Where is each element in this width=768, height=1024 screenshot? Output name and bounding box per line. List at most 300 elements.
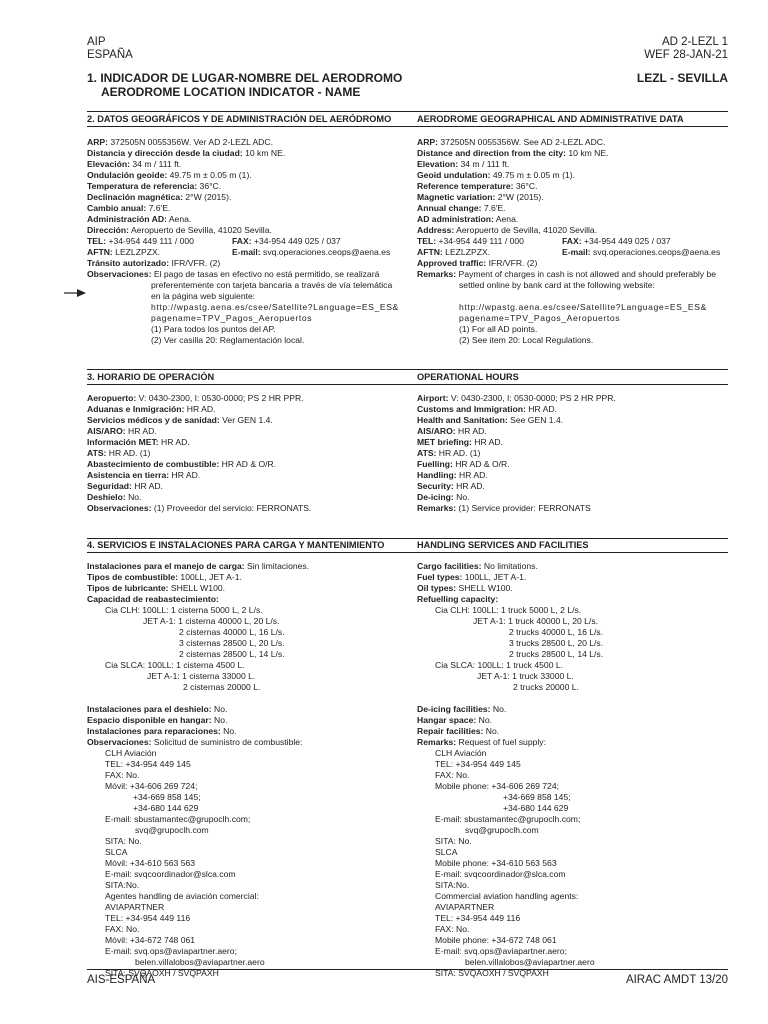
field-value: Aeropuerto de Sevilla, 41020 Sevilla. <box>454 225 598 235</box>
field-row <box>417 715 732 726</box>
title-en: AERODROME LOCATION INDICATOR - NAME <box>101 85 361 99</box>
field-row <box>417 470 732 481</box>
field-value: 49.75 m ± 0.05 m (1). <box>167 170 252 180</box>
field-value: Ver GEN 1.4. <box>219 415 273 425</box>
header-wef: WEF 28-JAN-21 <box>644 49 728 61</box>
field-label: Reference temperature: <box>417 181 514 191</box>
field-label: Abastecimiento de combustible: <box>87 459 220 469</box>
text-line: TEL: +34-954 449 145 <box>105 759 191 769</box>
field-row <box>87 258 412 269</box>
field-value: Request of fuel supply: <box>456 737 546 747</box>
field-label: AD administration: <box>417 214 494 224</box>
field-label: E-mail: <box>232 247 261 257</box>
field-value: 7.6'E. <box>146 203 171 213</box>
s2-heading-en: AERODROME GEOGRAPHICAL AND ADMINISTRATIVE DATA <box>417 114 684 124</box>
field-row <box>87 448 412 459</box>
text-line: svq@grupoclh.com <box>135 825 209 835</box>
field-label: De-icing: <box>417 492 454 502</box>
field-label: AFTN: <box>87 247 113 257</box>
field-label: AFTN: <box>417 247 443 257</box>
field-label: Address: <box>417 225 455 235</box>
remark-line: (2) See item 20: Local Regulations. <box>459 335 594 345</box>
field-value: 100LL, JET A-1. <box>178 572 242 582</box>
amendment-arrow-icon <box>64 289 86 300</box>
field-row <box>417 236 732 247</box>
text-line: Commercial aviation handling agents: <box>435 891 579 901</box>
field-row <box>87 192 412 203</box>
field-value: No. <box>211 704 228 714</box>
field-value: HR AD. <box>169 470 201 480</box>
field-label: Capacidad de reabastecimiento: <box>87 594 219 604</box>
text-line: FAX: No. <box>105 770 140 780</box>
remark-line: pagename=TPV_Pagos_Aeropuertos <box>151 313 313 323</box>
text-line: E-mail: svqcoordinador@slca.com <box>105 869 236 879</box>
field-label: E-mail: <box>562 247 591 257</box>
footer-left: AIS-ESPAÑA <box>87 974 156 986</box>
title-es: 1. INDICADOR DE LUGAR-NOMBRE DEL AERODROMO <box>87 71 403 85</box>
field-row <box>417 225 732 236</box>
field-row <box>417 258 732 269</box>
field-value: SHELL W100. <box>168 583 226 593</box>
divider <box>87 552 728 553</box>
field-label: Hangar space: <box>417 715 477 725</box>
field-value: Solicitud de suministro de combustible: <box>151 737 303 747</box>
field-label: Instalaciones para reparaciones: <box>87 726 221 736</box>
text-line: Cia CLH: 100LL: 1 truck 5000 L, 2 L/s. <box>435 605 582 615</box>
text-line: Móvil: +34-610 563 563 <box>105 858 196 868</box>
field-label: Elevación: <box>87 159 130 169</box>
field-row <box>417 503 732 514</box>
field-label: Instalaciones para el deshielo: <box>87 704 212 714</box>
text-line: CLH Aviación <box>105 748 157 758</box>
text-line: Cia SLCA: 100LL: 1 truck 4500 L. <box>435 660 564 670</box>
text-line: SITA: SVQAOXH / SVQPAXH <box>435 968 549 978</box>
title-location: LEZL - SEVILLA <box>636 71 728 85</box>
field-value: +34-954 449 111 / 000 <box>106 236 194 246</box>
field-row <box>417 572 732 583</box>
field-row <box>417 393 732 404</box>
text-line: FAX: No. <box>435 770 470 780</box>
field-label: Observaciones: <box>87 737 152 747</box>
field-value: HR AD & O/R. <box>452 459 510 469</box>
field-row <box>87 503 412 514</box>
field-label: Observaciones: <box>87 269 152 279</box>
field-value: 372505N 0055356W. See AD 2-LEZL ADC. <box>438 137 606 147</box>
field-label: Espacio disponible en hangar: <box>87 715 212 725</box>
field-row <box>417 415 732 426</box>
field-value: HR AD. <box>453 481 485 491</box>
field-value: HR AD. (1) <box>106 448 151 458</box>
remark-line: settled online by bank card at the following website: <box>459 280 655 290</box>
field-row <box>87 572 412 583</box>
field-row <box>417 159 732 170</box>
field-value: V: 0430-2300, I: 0530-0000; PS 2 HR PPR. <box>136 393 304 403</box>
text-line: E-mail: svqcoordinador@slca.com <box>435 869 566 879</box>
text-line: +34-680 144 629 <box>503 803 569 813</box>
remark-line: preferentemente con tarjeta bancaria a través de vía telemática <box>151 280 393 290</box>
field-label: Instalaciones para el manejo de carga: <box>87 561 245 571</box>
field-label: Administración AD: <box>87 214 167 224</box>
text-line: E-mail: svq.ops@aviapartner.aero; <box>105 946 237 956</box>
field-label: Geoid undulation: <box>417 170 491 180</box>
field-label: Ondulación geoide: <box>87 170 168 180</box>
field-row <box>417 137 732 148</box>
field-label: Dirección: <box>87 225 130 235</box>
field-row <box>417 594 732 605</box>
field-value: +34-954 449 111 / 000 <box>436 236 524 246</box>
field-row <box>417 203 732 214</box>
field-value: 372505N 0055356W. Ver AD 2-LEZL ADC. <box>108 137 273 147</box>
field-value: 34 m / 111 ft. <box>458 159 510 169</box>
field-value: 36°C. <box>513 181 538 191</box>
text-line: Cia SLCA: 100LL: 1 cisterna 4500 L. <box>105 660 245 670</box>
text-line: Móvil: +34-606 269 724; <box>105 781 198 791</box>
field-label: ARP: <box>417 137 439 147</box>
field-value: (1) Service provider: FERRONATS <box>456 503 591 513</box>
field-row <box>87 203 412 214</box>
remark-line: en la página web siguiente: <box>151 291 256 301</box>
field-value: LEZLZPZX. <box>442 247 491 257</box>
field-row <box>87 492 412 503</box>
field-value: svq.operaciones.ceops@aena.es <box>590 247 721 257</box>
text-line: JET A-1: 1 cisterna 40000 L, 20 L/s. <box>143 616 280 626</box>
text-line: 2 trucks 40000 L, 16 L/s. <box>509 627 604 637</box>
field-label: Aduanas e Inmigración: <box>87 404 185 414</box>
divider <box>87 369 728 370</box>
field-row <box>87 137 412 148</box>
field-row <box>87 594 412 605</box>
field-label: Remarks: <box>417 269 457 279</box>
field-value: IFR/VFR. (2) <box>169 258 221 268</box>
header-country: ESPAÑA <box>87 49 133 61</box>
field-label: Elevation: <box>417 159 459 169</box>
field-row <box>417 737 732 748</box>
field-label: Temperatura de referencia: <box>87 181 198 191</box>
field-label: Refuelling capacity: <box>417 594 499 604</box>
field-value: No. <box>483 726 500 736</box>
s3-heading-en: OPERATIONAL HOURS <box>417 372 519 382</box>
field-value: 7.6'E. <box>481 203 506 213</box>
text-line: AVIAPARTNER <box>105 902 165 912</box>
text-line: SITA:No. <box>105 880 140 890</box>
field-label: FAX: <box>232 236 252 246</box>
remark-line: (1) For all AD points. <box>459 324 538 334</box>
text-line: 2 trucks 28500 L, 14 L/s. <box>509 649 604 659</box>
remark-line: (2) Ver casilla 20: Reglamentación local. <box>151 335 305 345</box>
field-label: Distancia y dirección desde la ciudad: <box>87 148 243 158</box>
field-row <box>417 269 732 280</box>
field-row <box>87 236 412 247</box>
field-row <box>87 225 412 236</box>
field-row <box>87 269 412 280</box>
field-row <box>87 181 412 192</box>
field-row <box>87 404 412 415</box>
field-label: Servicios médicos y de sanidad: <box>87 415 220 425</box>
field-label: Tipos de lubricante: <box>87 583 169 593</box>
field-value: 2°W (2015). <box>183 192 232 202</box>
field-label: Remarks: <box>417 503 457 513</box>
field-row <box>417 726 732 737</box>
text-line: FAX: No. <box>105 924 140 934</box>
field-row <box>417 437 732 448</box>
field-label: Cambio anual: <box>87 203 147 213</box>
field-label: Handling: <box>417 470 457 480</box>
text-line: TEL: +34-954 449 116 <box>435 913 521 923</box>
spacer <box>87 693 412 704</box>
field-value: Sin limitaciones. <box>244 561 310 571</box>
field-row <box>417 426 732 437</box>
s4-column-es <box>87 561 412 979</box>
field-value: HR AD. <box>131 481 163 491</box>
field-row <box>417 459 732 470</box>
field-label: Oil types: <box>417 583 457 593</box>
field-row <box>417 448 732 459</box>
divider <box>87 111 728 112</box>
text-line: Agentes handling de aviación comercial: <box>105 891 259 901</box>
spacer <box>87 126 412 137</box>
s2-column-en <box>417 126 732 346</box>
field-label: Fuelling: <box>417 459 453 469</box>
field-value: 34 m / 111 ft. <box>130 159 182 169</box>
field-label: Annual change: <box>417 203 482 213</box>
field-row <box>87 481 412 492</box>
text-line: SITA: SVQAOXH / SVQPAXH <box>105 968 219 978</box>
divider <box>87 384 728 385</box>
text-line: +34-669 858 145; <box>503 792 571 802</box>
footer-right: AIRAC AMDT 13/20 <box>625 974 728 986</box>
field-value: 2°W (2015). <box>495 192 544 202</box>
field-value: 100LL, JET A-1. <box>462 572 527 582</box>
text-line: Mobile phone: +34-606 269 724; <box>435 781 559 791</box>
field-row <box>87 470 412 481</box>
field-row <box>87 247 412 258</box>
field-row <box>87 148 412 159</box>
text-line: E-mail: sbustamantec@grupoclh.com; <box>105 814 251 824</box>
field-row <box>87 437 412 448</box>
field-value: HR AD. <box>456 470 488 480</box>
header-right <box>644 36 728 62</box>
s3-heading-es: 3. HORARIO DE OPERACIÓN <box>87 372 215 382</box>
field-row <box>417 704 732 715</box>
text-line: TEL: +34-954 449 145 <box>435 759 521 769</box>
field-value: 10 km NE. <box>566 148 609 158</box>
field-value: HR AD. <box>184 404 216 414</box>
text-line: SITA: No. <box>435 836 472 846</box>
field-row <box>417 192 732 203</box>
field-label: ATS: <box>87 448 107 458</box>
field-value: No. <box>476 715 492 725</box>
text-line: 2 trucks 20000 L. <box>513 682 579 692</box>
field-value: SHELL W100. <box>456 583 513 593</box>
text-line: JET A-1: 1 cisterna 33000 L. <box>147 671 256 681</box>
field-row <box>87 715 412 726</box>
field-label: MET briefing: <box>417 437 472 447</box>
field-value: See GEN 1.4. <box>507 415 564 425</box>
field-label: Asistencia en tierra: <box>87 470 170 480</box>
field-row <box>417 561 732 572</box>
field-value: 36°C. <box>197 181 222 191</box>
field-label: Customs and Immigration: <box>417 404 526 414</box>
field-value: IFR/VFR. (2) <box>486 258 538 268</box>
field-value: 10 km NE. <box>242 148 286 158</box>
header-left <box>87 36 133 62</box>
field-value: Aena. <box>166 214 192 224</box>
text-line: TEL: +34-954 449 116 <box>105 913 191 923</box>
field-row <box>417 404 732 415</box>
s4-column-en <box>417 561 732 979</box>
field-value: No limitations. <box>481 561 538 571</box>
field-label: TEL: <box>87 236 107 246</box>
text-line: SLCA <box>105 847 128 857</box>
text-line: 2 cisternas 40000 L, 16 L/s. <box>179 627 285 637</box>
field-label: ATS: <box>417 448 437 458</box>
field-label: Aeropuerto: <box>87 393 137 403</box>
text-line: E-mail: svq.ops@aviapartner.aero; <box>435 946 567 956</box>
field-label: AIS/ARO: <box>417 426 456 436</box>
field-value: HR AD. <box>158 437 190 447</box>
field-label: Deshielo: <box>87 492 126 502</box>
text-line: SITA: No. <box>105 836 142 846</box>
text-line: svq@grupoclh.com <box>465 825 539 835</box>
text-line: Mobile phone: +34-610 563 563 <box>435 858 557 868</box>
field-label: Cargo facilities: <box>417 561 482 571</box>
remark-line: pagename=TPV_Pagos_Aeropuertos <box>459 313 621 323</box>
field-value: V: 0430-2300, I: 0530-0000; PS 2 HR PPR. <box>448 393 616 403</box>
s2-heading-es: 2. DATOS GEOGRÁFICOS Y DE ADMINISTRACIÓN DEL AERÓDROMO <box>87 114 392 124</box>
field-label: Tipos de combustible: <box>87 572 179 582</box>
field-value: Aeropuerto de Sevilla, 41020 Sevilla. <box>129 225 272 235</box>
spacer <box>417 693 732 704</box>
text-line: Mobile phone: +34-672 748 061 <box>435 935 557 945</box>
field-row <box>87 583 412 594</box>
field-value: HR AD. <box>471 437 503 447</box>
field-label: Observaciones: <box>87 503 152 513</box>
field-value: HR AD. <box>125 426 157 436</box>
divider <box>87 538 728 539</box>
text-line: AVIAPARTNER <box>435 902 495 912</box>
field-row <box>87 459 412 470</box>
field-value: 49.75 m ± 0.05 m (1). <box>490 170 575 180</box>
field-row <box>87 170 412 181</box>
field-row <box>87 704 412 715</box>
text-line: +34-680 144 629 <box>133 803 199 813</box>
field-row <box>417 181 732 192</box>
text-line: E-mail: sbustamantec@grupoclh.com; <box>435 814 581 824</box>
field-row <box>417 481 732 492</box>
s2-column-es <box>87 126 412 346</box>
field-row <box>87 159 412 170</box>
text-line: JET A-1: 1 truck 40000 L, 20 L/s. <box>473 616 598 626</box>
header-page-ref: AD 2-LEZL 1 <box>661 36 728 48</box>
page-title <box>87 71 402 99</box>
field-label: Distance and direction from the city: <box>417 148 566 158</box>
field-row <box>417 247 732 258</box>
field-label: Security: <box>417 481 454 491</box>
field-value: No. <box>125 492 142 502</box>
field-value: Payment of charges in cash is not allowed and should preferably be <box>456 269 717 279</box>
s3-column-en <box>417 393 732 514</box>
text-line: 2 cisternas 28500 L, 14 L/s. <box>179 649 285 659</box>
remark-line: http://wpastg.aena.es/csee/Satellite?Language=ES_ES& <box>459 302 707 312</box>
text-line: 3 trucks 28500 L, 20 L/s. <box>509 638 604 648</box>
field-label: FAX: <box>562 236 582 246</box>
field-row <box>87 561 412 572</box>
s4-heading-es: 4. SERVICIOS E INSTALACIONES PARA CARGA Y MANTENIMIENTO <box>87 540 385 550</box>
remark-line: http://wpastg.aena.es/csee/Satellite?Language=ES_ES& <box>151 302 399 312</box>
spacer <box>417 126 732 137</box>
field-value: +34-954 449 025 / 037 <box>251 236 341 246</box>
field-value: No. <box>453 492 470 502</box>
field-value: LEZLZPZX. <box>112 247 161 257</box>
field-row <box>87 415 412 426</box>
field-value: HR AD & O/R. <box>219 459 277 469</box>
field-value: HR AD. <box>525 404 557 414</box>
field-label: Remarks: <box>417 737 457 747</box>
field-label: ARP: <box>87 137 109 147</box>
field-row <box>87 726 412 737</box>
field-label: De-icing facilities: <box>417 704 491 714</box>
footer-divider <box>87 969 728 970</box>
text-line: belen.villalobos@aviapartner.aero <box>135 957 265 967</box>
field-label: Tránsito autorizado: <box>87 258 170 268</box>
field-value: +34-954 449 025 / 037 <box>581 236 671 246</box>
field-label: Información MET: <box>87 437 159 447</box>
text-line: Móvil: +34-672 748 061 <box>105 935 196 945</box>
s3-column-es <box>87 393 412 514</box>
header-aip: AIP <box>87 36 106 48</box>
field-row <box>417 214 732 225</box>
field-row <box>417 148 732 159</box>
field-label: Repair facilities: <box>417 726 484 736</box>
field-value: (1) Proveedor del servicio: FERRONATS. <box>151 503 312 513</box>
text-line: +34-669 858 145; <box>133 792 201 802</box>
s4-heading-en: HANDLING SERVICES AND FACILITIES <box>417 540 589 550</box>
field-label: Health and Sanitation: <box>417 415 508 425</box>
text-line: 2 cisternas 20000 L. <box>183 682 261 692</box>
field-label: Fuel types: <box>417 572 463 582</box>
field-row <box>87 426 412 437</box>
field-row <box>87 737 412 748</box>
text-line: FAX: No. <box>435 924 470 934</box>
field-row <box>417 170 732 181</box>
field-label: AIS/ARO: <box>87 426 126 436</box>
remark-line <box>417 291 732 302</box>
field-row <box>417 492 732 503</box>
text-line: JET A-1: 1 truck 33000 L. <box>477 671 574 681</box>
field-value: svq.operaciones.ceops@aena.es <box>260 247 391 257</box>
field-value: No. <box>490 704 507 714</box>
text-line: CLH Aviación <box>435 748 487 758</box>
field-row <box>87 393 412 404</box>
text-line: SLCA <box>435 847 458 857</box>
remark-line: (1) Para todos los puntos del AP. <box>151 324 276 334</box>
text-line: belen.villalobos@aviapartner.aero <box>465 957 595 967</box>
field-label: Approved traffic: <box>417 258 487 268</box>
field-value: Aena. <box>493 214 519 224</box>
text-line: Cia CLH: 100LL: 1 cisterna 5000 L, 2 L/s. <box>105 605 263 615</box>
text-line: SITA:No. <box>435 880 470 890</box>
field-value: No. <box>211 715 228 725</box>
text-line: 3 cisternas 28500 L, 20 L/s. <box>179 638 285 648</box>
field-value: No. <box>220 726 237 736</box>
field-label: Seguridad: <box>87 481 132 491</box>
field-row <box>417 583 732 594</box>
field-label: Airport: <box>417 393 449 403</box>
field-value: HR AD. <box>455 426 487 436</box>
field-label: TEL: <box>417 236 437 246</box>
field-value: El pago de tasas en efectivo no está permitido, se realizará <box>151 269 380 279</box>
field-label: Declinación magnética: <box>87 192 183 202</box>
